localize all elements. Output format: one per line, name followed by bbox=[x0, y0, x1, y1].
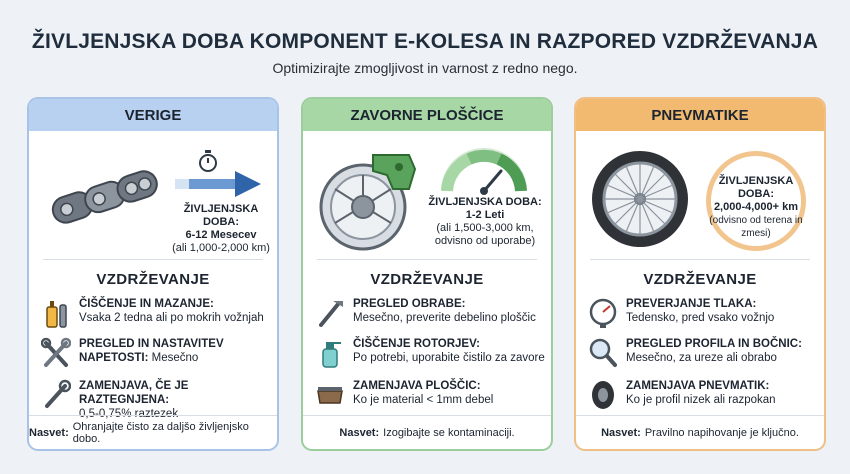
brake-pads-item-rotor-desc: Po potrebi, uporabite čistilo za zavore bbox=[353, 352, 545, 364]
brake-pads-item-wear-desc: Mesečno, preverite debelino ploščic bbox=[353, 312, 536, 324]
tires-item-pressure bbox=[588, 297, 820, 335]
tire-icon bbox=[588, 379, 618, 411]
chains-hero bbox=[29, 131, 277, 261]
tires-item-tread bbox=[588, 337, 820, 375]
chains-maintenance-title: VZDRŽEVANJE bbox=[96, 271, 210, 288]
brake-pad-icon bbox=[315, 379, 345, 411]
divider bbox=[317, 259, 537, 260]
brake-pads-tip-text: Izogibajte se kontaminaciji. bbox=[383, 426, 515, 439]
brake-pads-tip bbox=[303, 415, 551, 449]
stopwatch-icon bbox=[197, 149, 219, 173]
wheel-icon bbox=[588, 147, 692, 251]
chains-tip-label: Nasvet: bbox=[29, 426, 69, 439]
brake-pads-tip-label: Nasvet: bbox=[339, 426, 380, 439]
tires-item-replace-title: ZAMENJAVA PNEVMATIK: bbox=[626, 380, 770, 392]
tires-maintenance-title: VZDRŽEVANJE bbox=[643, 271, 757, 288]
tires-item-tread-title: PREGLED PROFILA IN BOČNIC: bbox=[626, 338, 802, 350]
brake-pads-item-wear-check bbox=[315, 297, 547, 335]
tires-lifespan-label: ŽIVLJENJSKA DOBA: bbox=[718, 175, 794, 200]
tires-lifespan-value: 2,000-4,000+ km bbox=[713, 201, 799, 213]
page-subtitle: Optimizirajte zmogljivost in varnost z redno nego. bbox=[272, 60, 578, 76]
chains-tip bbox=[29, 415, 277, 449]
brake-pads-card-title: ZAVORNE PLOŠČICE bbox=[303, 99, 551, 131]
page-title: ŽIVLJENJSKA DOBA KOMPONENT E-KOLESA IN RAZPORED VZDRŽEVANJA bbox=[31, 30, 819, 53]
brake-pads-item-rotor-clean bbox=[315, 337, 547, 375]
pressure-gauge-icon bbox=[588, 297, 618, 329]
chain-tool-icon bbox=[41, 379, 71, 411]
chains-item-replace-desc: 0,5-0,75% raztezek bbox=[79, 408, 179, 420]
chains-item-tension-desc: Mesečno bbox=[151, 352, 199, 364]
tires-hero bbox=[576, 131, 824, 261]
brake-pads-lifespan bbox=[421, 196, 549, 248]
chains-card-title: VERIGE bbox=[29, 99, 277, 131]
brake-pads-lifespan-value: 1-2 Leti bbox=[465, 209, 505, 221]
divider bbox=[43, 259, 263, 260]
progress-arrow-icon bbox=[175, 171, 261, 197]
brake-disc-icon bbox=[313, 145, 423, 255]
tires-card-title: PNEVMATIKE bbox=[576, 99, 824, 131]
magnifier-icon bbox=[588, 337, 618, 369]
brake-pads-item-replace bbox=[315, 379, 547, 417]
brake-pads-maintenance-title: VZDRŽEVANJE bbox=[370, 271, 484, 288]
tires-item-tread-desc: Mesečno, za ureze ali obrabo bbox=[626, 352, 777, 364]
brake-pads-card bbox=[301, 97, 553, 451]
brake-pads-item-wear-title: PREGLED OBRABE: bbox=[353, 298, 466, 310]
brake-pads-item-rotor-title: ČIŠČENJE ROTORJEV: bbox=[353, 338, 480, 350]
chains-lifespan bbox=[171, 203, 271, 255]
chains-item-tension bbox=[41, 337, 273, 375]
spray-bottle-icon bbox=[315, 337, 345, 369]
chains-item-tension-title: PREGLED IN NASTAVITEV NAPETOSTI: bbox=[79, 338, 224, 364]
tires-item-pressure-desc: Tedensko, pred vsako vožnjo bbox=[626, 312, 775, 324]
crossed-wrenches-icon bbox=[41, 337, 71, 369]
brake-pads-item-replace-desc: Ko je material < 1mm debel bbox=[353, 394, 494, 406]
bike-chain-icon bbox=[43, 157, 173, 237]
chains-item-replace bbox=[41, 379, 273, 420]
lubricant-bottle-icon bbox=[41, 297, 71, 329]
brake-pads-item-replace-title: ZAMENJAVA PLOŠČIC: bbox=[353, 380, 481, 392]
chains-item-clean-desc: Vsaka 2 tedna ali po mokrih vožnjah bbox=[79, 312, 264, 324]
brake-pads-lifespan-note: (ali 1,500-3,000 km, odvisno od uporabe) bbox=[434, 222, 536, 247]
tires-tip-label: Nasvet: bbox=[601, 426, 641, 439]
tires-lifespan bbox=[708, 175, 804, 240]
chains-item-clean-title: ČIŠČENJE IN MAZANJE: bbox=[79, 298, 214, 310]
tires-item-replace-desc: Ko je profil nizek ali razpokan bbox=[626, 394, 776, 406]
tires-item-pressure-title: PREVERJANJE TLAKA: bbox=[626, 298, 757, 310]
chains-item-clean-lube bbox=[41, 297, 273, 335]
chains-item-replace-title: ZAMENJAVA, ČE JE RAZTEGNJENA: bbox=[79, 380, 189, 406]
chains-card bbox=[27, 97, 279, 451]
chains-lifespan-label: ŽIVLJENJSKA DOBA: bbox=[183, 203, 259, 228]
brake-pads-lifespan-label: ŽIVLJENJSKA DOBA: bbox=[428, 196, 542, 208]
brake-pads-hero bbox=[303, 131, 551, 261]
tires-card bbox=[574, 97, 826, 451]
tires-tip bbox=[576, 415, 824, 449]
tires-item-replace bbox=[588, 379, 820, 417]
chains-lifespan-note: (ali 1,000-2,000 km) bbox=[172, 242, 270, 254]
caliper-icon bbox=[315, 297, 345, 329]
tires-tip-text: Pravilno napihovanje je ključno. bbox=[644, 426, 799, 439]
chains-lifespan-value: 6-12 Mesecev bbox=[185, 229, 257, 241]
chains-tip-text: Ohranjajte čisto za daljšo življenjsko dobo. bbox=[72, 420, 249, 445]
wear-gauge-icon bbox=[439, 143, 529, 199]
divider bbox=[590, 259, 810, 260]
tires-lifespan-note: (odvisno od terena in zmesi) bbox=[709, 215, 803, 239]
